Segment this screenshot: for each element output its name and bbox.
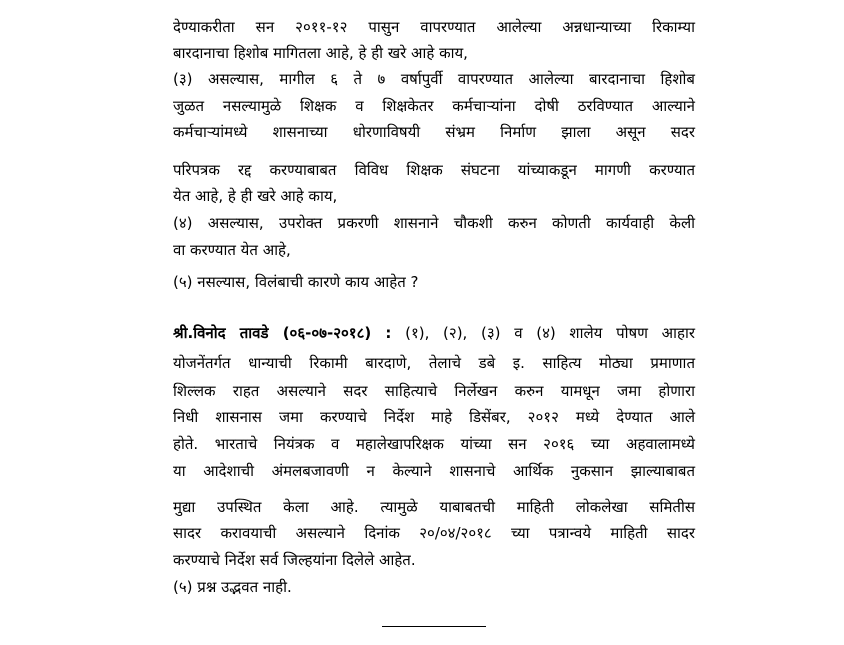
question-line: (५) नसल्यास, विलंबाची कारणे काय आहेत ? <box>173 273 419 291</box>
question-line: जुळत नसल्यामुळे शिक्षक व शिक्षकेतर कर्मचाऱ्यांना दोषी ठरविण्यात आल्याने <box>173 97 695 115</box>
answer-speaker: श्री.विनोद तावडे (०६-०७-२०१८) : <box>173 324 392 342</box>
answer-line: निधी शासनास जमा करण्याचे निर्देश माहे डिसेंबर, २०१२ मध्ये देण्यात आले <box>173 408 695 426</box>
answer-line: या आदेशाची अंमलबजावणी न केल्याने शासनाचे आर्थिक नुकसान झाल्याबाबत <box>173 462 695 480</box>
question-line: कर्मचाऱ्यांमध्ये शासनाच्या धोरणाविषयी संभ्रम निर्माण झाला असून सदर <box>173 123 695 141</box>
question-line: (३) असल्यास, मागील ६ ते ७ वर्षापुर्वी वापरण्यात आलेल्या बारदानाचा हिशोब <box>173 70 695 88</box>
answer-line: होते. भारताचे नियंत्रक व महालेखापरिक्षक यांच्या सन २०१६ च्या अहवालामध्ये <box>173 435 695 453</box>
answer-line: करण्याचे निर्देश सर्व जिल्हयांना दिलेले आहेत. <box>173 551 416 569</box>
question-line: बारदानाचा हिशोब मागितला आहे, हे ही खरे आहे काय, <box>173 44 468 62</box>
question-line: (४) असल्यास, उपरोक्त प्रकरणी शासनाने चौकशी करुन कोणती कार्यवाही केली <box>173 214 695 232</box>
answer-first-line-text: (१), (२), (३) व (४) शालेय पोषण आहार <box>391 324 695 342</box>
end-divider <box>382 626 486 627</box>
answer-line: (५) प्रश्न उद्भवत नाही. <box>173 578 292 596</box>
answer-line: सादर करावयाची असल्याने दिनांक २०/०४/२०१८ च्या पत्रान्वये माहिती सादर <box>173 524 695 542</box>
answer-line: मुद्या उपस्थित केला आहे. त्यामुळे याबाबतची माहिती लोकलेखा समितीस <box>173 498 695 516</box>
question-line: देण्याकरीता सन २०११-१२ पासुन वापरण्यात आलेल्या अन्नधान्याच्या रिकाम्या <box>173 18 695 36</box>
answer-line: योजनेंतर्गत धान्याची रिकामी बारदाणे, तेलाचे डबे इ. साहित्य मोठ्या प्रमाणात <box>173 354 695 372</box>
question-line: येत आहे, हे ही खरे आहे काय, <box>173 187 338 205</box>
question-line: परिपत्रक रद्द करण्याबाबत विविध शिक्षक संघटना यांच्याकडून मागणी करण्यात <box>173 161 695 179</box>
answer-line: शिल्लक राहत असल्याने सदर साहित्याचे निर्लेखन करुन यामधून जमा होणारा <box>173 382 695 400</box>
question-line: वा करण्यात येत आहे, <box>173 241 291 259</box>
answer-first-line <box>173 323 695 343</box>
